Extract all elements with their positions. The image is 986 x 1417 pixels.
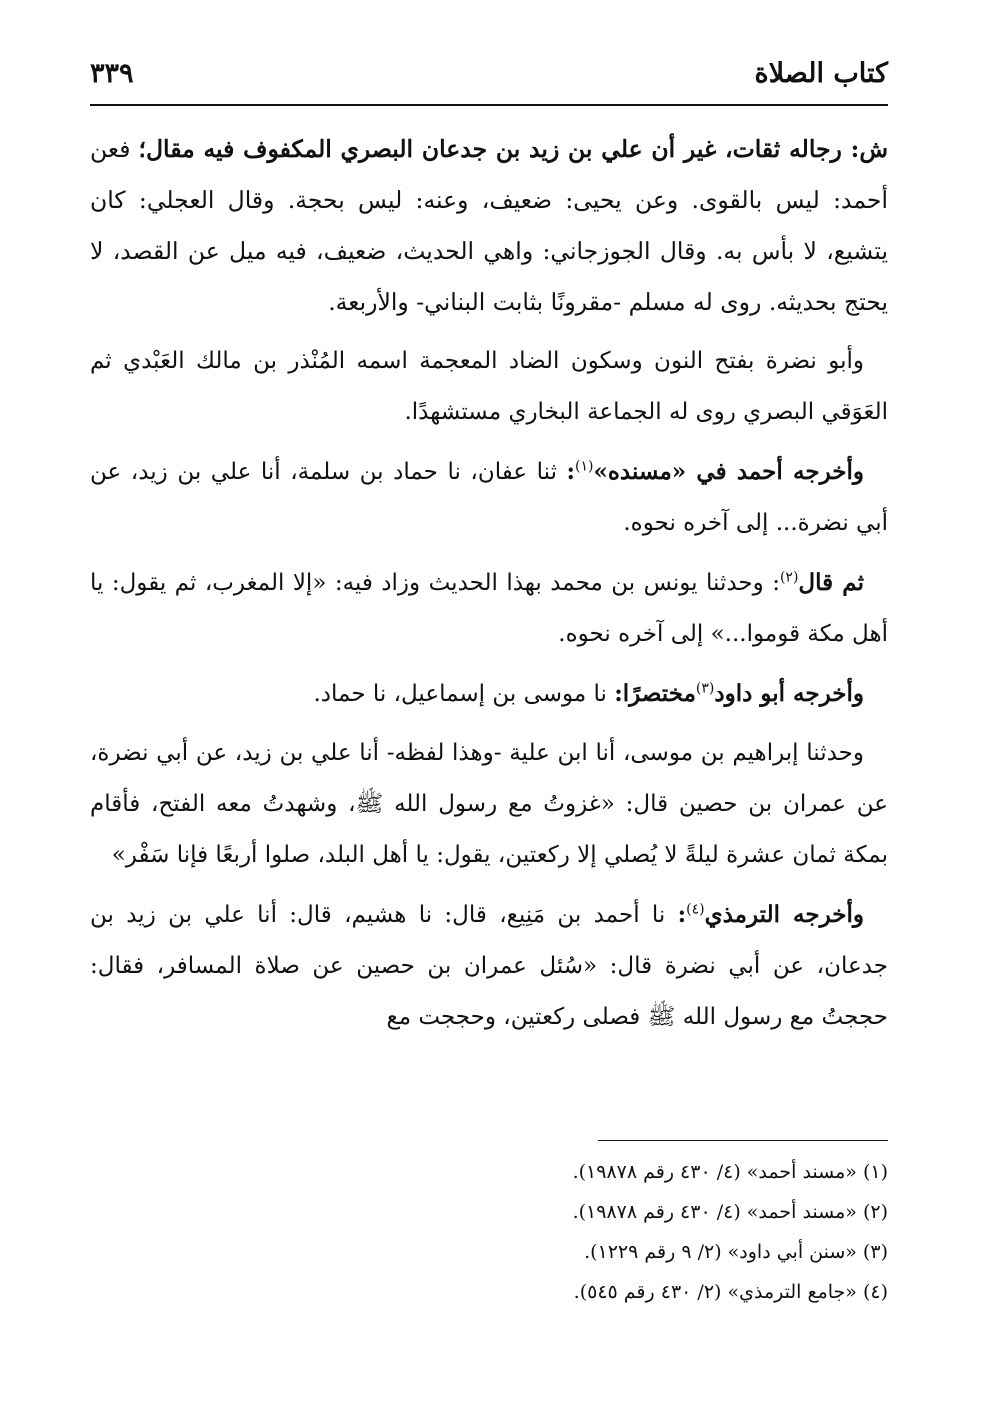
paragraph-text: : وحدثنا يونس بن محمد بهذا الحديث وزاد فيه: «إلا المغرب، ثم يقول: يا أهل مكة قوموا...» إلى آخره نحوه.	[90, 570, 888, 647]
page-number: ٣٣٩	[90, 58, 134, 89]
paragraph-text: نا موسى بن إسماعيل، نا حماد.	[313, 681, 615, 707]
paragraph-lead: وأخرجه أحمد في «مسنده»	[593, 458, 864, 485]
paragraph-ibrahim	[90, 728, 888, 881]
footnote-divider	[598, 1140, 888, 1141]
paragraph-lead: وأخرجه أبو داود	[714, 680, 864, 707]
footnote-3: (٣) «سنن أبي داود» (٢/ ٩ رقم ١٢٢٩).	[584, 1241, 888, 1263]
footnote-ref: (٣)	[695, 680, 715, 697]
footnotes	[90, 1152, 888, 1312]
paragraph-then-said	[90, 557, 888, 660]
paragraph-lead-after: مختصرًا:	[614, 680, 696, 707]
footnote-ref: (١)	[575, 458, 594, 475]
paragraph-abu-nadra	[90, 336, 888, 438]
paragraph-text: ثنا عفان، نا حماد بن سلمة، أنا علي بن زيد، عن أبي نضرة... إلى آخره نحوه.	[90, 459, 888, 536]
footnote-ref: (٢)	[779, 569, 799, 586]
paragraph-lead: ثم قال	[798, 569, 864, 596]
footnote-1: (١) «مسند أحمد» (٤/ ٤٣٠ رقم ١٩٨٧٨).	[572, 1161, 888, 1183]
paragraph-narrators	[90, 124, 888, 328]
footnote-ref: (٤)	[686, 901, 705, 918]
book-title: كتاب الصلاة	[754, 58, 888, 89]
main-text	[90, 124, 888, 1051]
paragraph-text: نا أحمد بن مَنِيع، قال: نا هشيم، قال: أنا علي بن زيد بن جدعان، عن أبي نضرة قال: «سُئل عمران بن حصين عن صلاة المسافر، فقال: حججتُ مع رسول الله ﷺ فصلى ركعتين، وحججت مع	[90, 902, 888, 1030]
paragraph-abu-dawud	[90, 668, 888, 720]
paragraph-lead-after: :	[677, 901, 687, 928]
paragraph-text: وأبو نضرة بفتح النون وسكون الضاد المعجمة اسمه المُنْذر بن مالك العَبْدي ثم العَوَقي البصري روى له الجماعة البخاري مستشهدًا.	[90, 348, 888, 425]
paragraph-lead: ش: رجاله ثقات، غير أن علي بن زيد بن جدعان البصري المكفوف فيه مقال؛	[138, 135, 888, 163]
footnote-4: (٤) «جامع الترمذي» (٢/ ٤٣٠ رقم ٥٤٥).	[573, 1281, 888, 1303]
paragraph-text: فعن أحمد: ليس بالقوى. وعن يحيى: ضعيف، وعنه: ليس بحجة. وقال العجلي: كان يتشيع، لا بأس به. وقال الجوزجاني: واهي الحديث، ضعيف، فيه ميل عن القصد، لا يحتج بحديثه. روى له مسلم -مقرونًا بثابت البناني- والأربعة.	[90, 135, 888, 316]
footnote-2: (٢) «مسند أحمد» (٤/ ٤٣٠ رقم ١٩٨٧٨).	[572, 1201, 888, 1223]
paragraph-tirmidhi	[90, 889, 888, 1043]
paragraph-ahmad	[90, 446, 888, 549]
paragraph-lead: وأخرجه الترمذي	[704, 901, 864, 928]
page-header	[90, 54, 888, 106]
paragraph-lead-after: :	[566, 458, 576, 485]
paragraph-text: وحدثنا إبراهيم بن موسى، أنا ابن علية -وهذا لفظه- أنا علي بن زيد، عن أبي نضرة، عن عمران بن حصين قال: «غزوتُ مع رسول الله ﷺ، وشهدتُ معه الفتح، فأقام بمكة ثمان عشرة ليلةً لا يُصلي إلا ركعتين، يقول: يا أهل البلد، صلوا أربعًا فإنا سَفْر»	[90, 740, 888, 868]
